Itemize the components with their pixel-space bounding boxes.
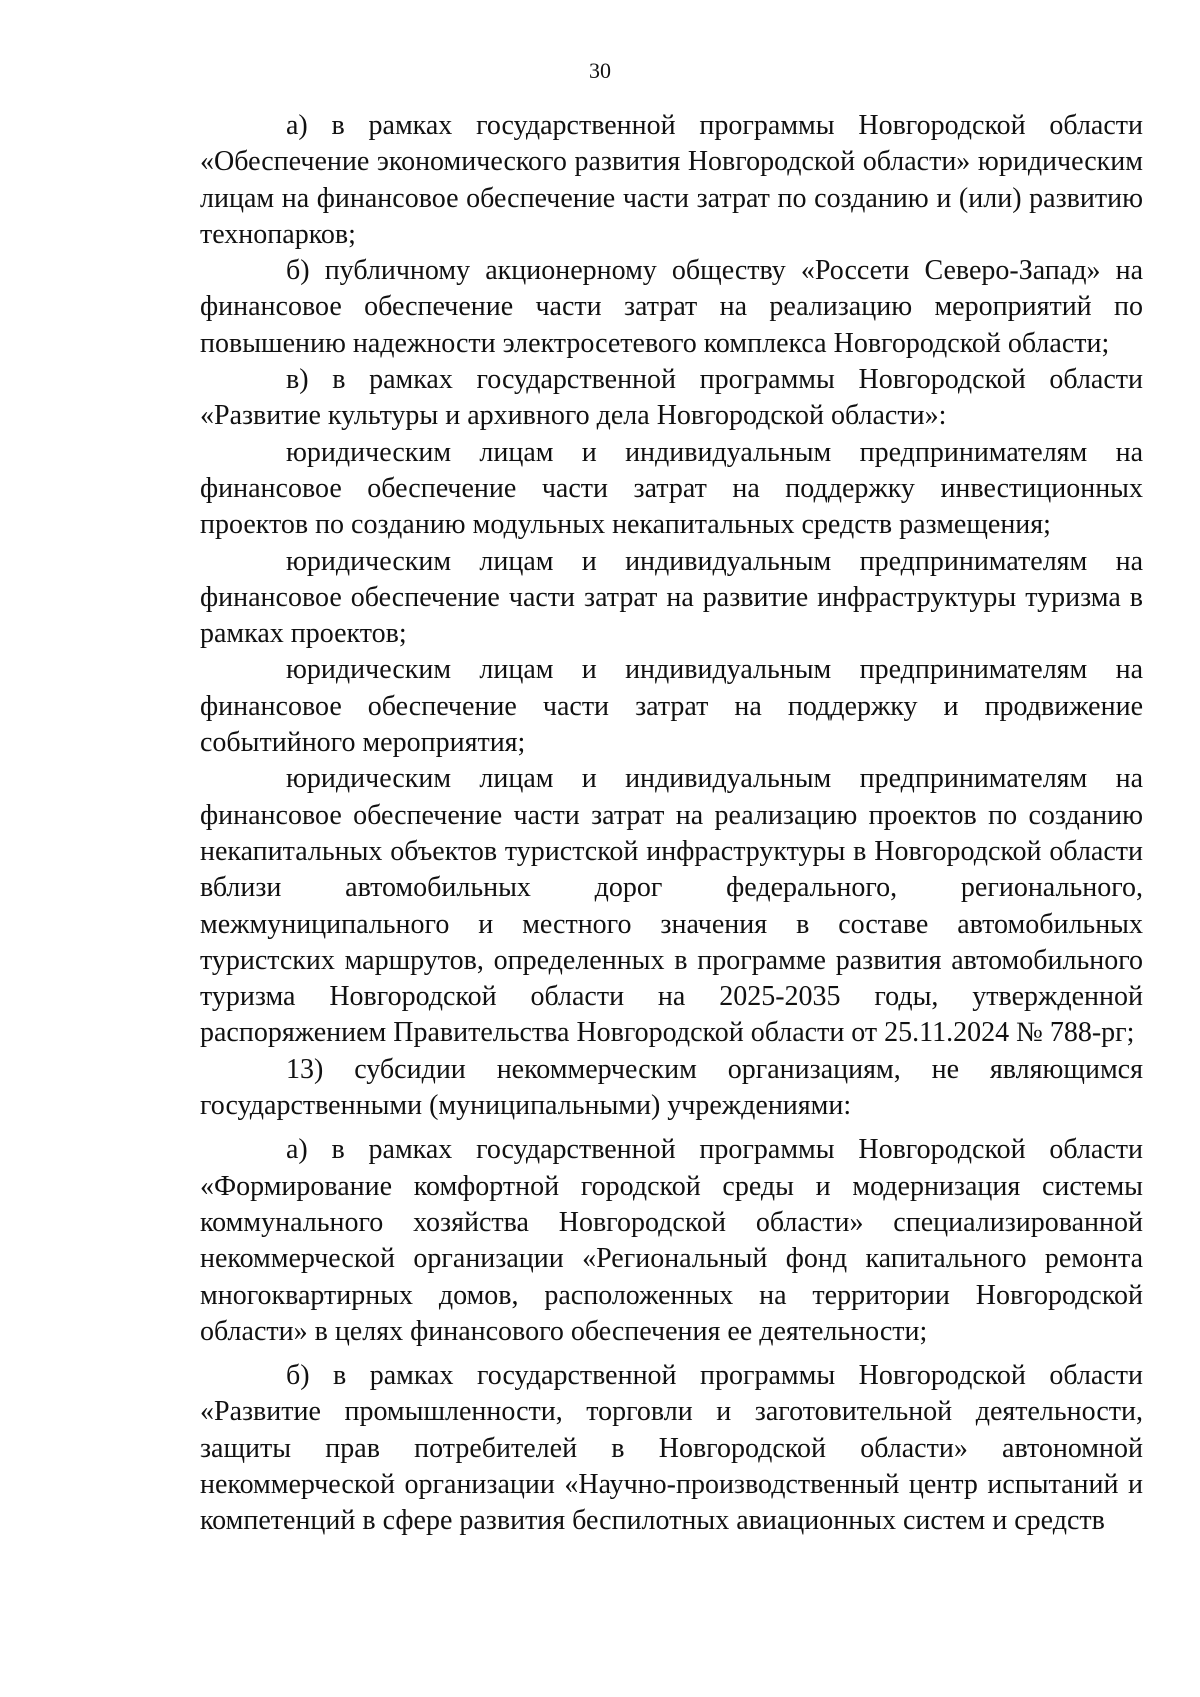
paragraph-item-v-culture: в) в рамках государственной программы Новгородской области «Развитие культуры и архивного дела Новгородской области»: (200, 364, 1143, 432)
paragraph-item-13-nonprofit-subsidies: 13) субсидии некоммерческим организациям, не являющимся государственными (муниципальными) учреждениями: (200, 1053, 1143, 1122)
paragraph-item-a-capital-repair-fund: а) в рамках государственной программы Новгородской области «Формирование комфортной городской среды и модернизация системы коммунального хозяйства Новгородской области» специализированной некоммерческой организации «Региональный фонд капитального ремонта многоквартирных домов, расположенных на территории Новгородской области» в целях финансового обеспечения ее деятельности; (200, 1134, 1143, 1347)
page-number: 30 (589, 58, 611, 83)
paragraph-roadside-tourism-objects: юридическим лицам и индивидуальным предпринимателям на финансовое обеспечение части затрат на реализацию проектов по созданию некапитальных объектов туристской инфраструктуры в Новгородской области вблизи автомобильных дорог федерального, регионального, межмуниципального и местного значения в составе автомобильных туристских маршрутов, определенных в программе развития автомобильного туризма Новгородской области на 2025-2035 годы, утвержденной распоряжением Правительства Новгородской области от 25.11.2024 № 788-рг; (200, 763, 1143, 1049)
paragraph-modular-accommodation: юридическим лицам и индивидуальным предпринимателям на финансовое обеспечение части затрат на поддержку инвестиционных проектов по созданию модульных некапитальных средств размещения; (200, 436, 1143, 541)
paragraph-item-a-economic-development: а) в рамках государственной программы Новгородской области «Обеспечение экономического развития Новгородской области» юридическим лицам на финансовое обеспечение части затрат по созданию и (или) развитию технопарков; (200, 110, 1143, 250)
document-body (200, 108, 1143, 1540)
paragraph-tourism-infrastructure: юридическим лицам и индивидуальным предпринимателям на финансовое обеспечение части затрат на развитие инфраструктуры туризма в рамках проектов; (200, 545, 1143, 650)
paragraph-event-support: юридическим лицам и индивидуальным предпринимателям на финансовое обеспечение части затрат на поддержку и продвижение событийного мероприятия; (200, 654, 1143, 759)
paragraph-item-b-rosseti: б) публичному акционерному обществу «Россети Северо-Запад» на финансовое обеспечение части затрат на реализацию мероприятий по повышению надежности электросетевого комплекса Новгородской области; (200, 255, 1143, 359)
paragraph-item-b-uav-center: б) в рамках государственной программы Новгородской области «Развитие промышленности, торговли и заготовительной деятельности, защиты прав потребителей в Новгородской области» автономной некоммерческой организации «Научно-производственный центр испытаний и компетенций в сфере развития беспилотных авиационных систем и средств (200, 1360, 1143, 1537)
